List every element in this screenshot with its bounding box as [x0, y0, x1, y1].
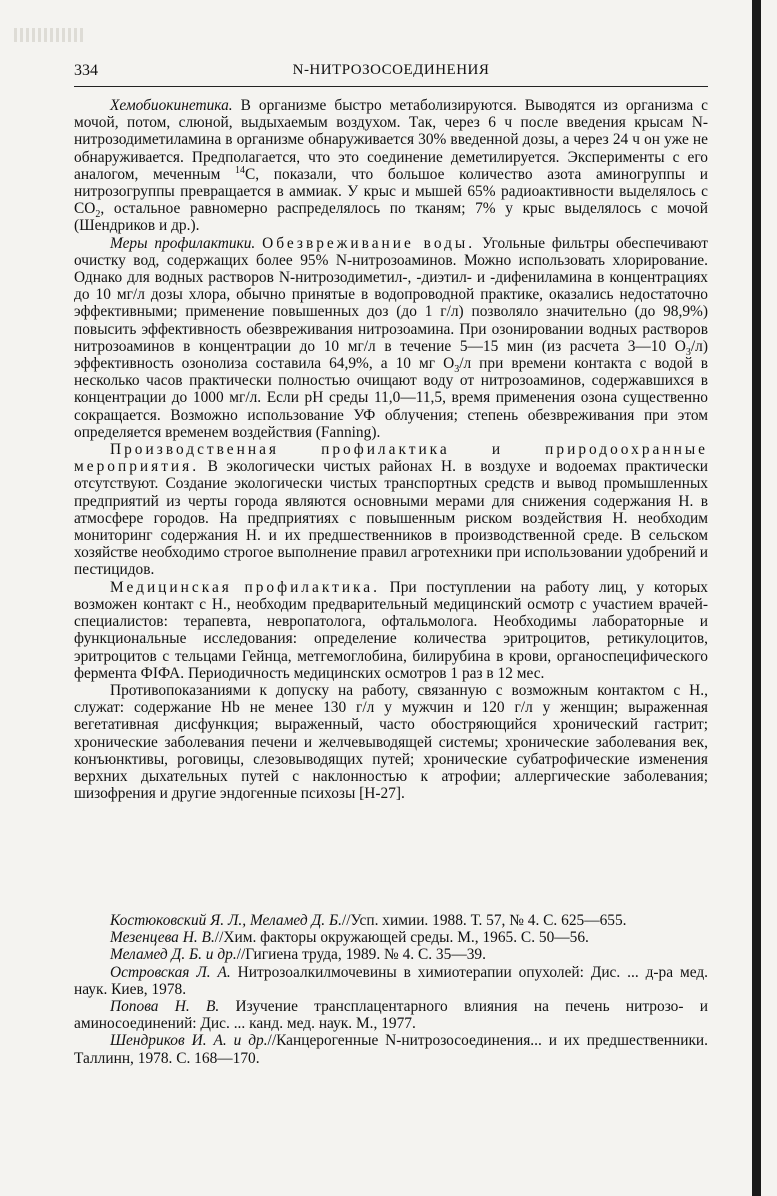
main-text: [74, 97, 708, 802]
reference-authors: Меламед Д. Б. и др.: [110, 946, 237, 964]
scan-artifact: [14, 28, 86, 42]
paragraph-chemobiokinetics: [74, 97, 708, 235]
text-run: Угольные фильтры обеспечивают очистку вод, содержащих более 95% N-нитрозоаминов. Можно использовать хлорирование. Однако для водных растворов N-нитрозодиметил-, -диэтил- и -дифениламина в концентрациях до 10 мг/л дозы хлора, обычно принятые в водопроводной практике, оказались недостаточно эффективными; применение повышенных доз (до 1 г/л) позволяло значительно (до 98,9%) повысить эффективность обезвреживания нитрозоамина. При озонировании водных растворов нитрозоаминов в концентрации до 10 мг/л в течение 5—15 мин (из расчета 3—10 О: [74, 234, 708, 355]
reference-authors: Костюковский Я. Л., Меламед Д. Б.: [110, 912, 342, 929]
paragraph-industrial: [74, 441, 708, 579]
subscript: 2: [95, 209, 101, 221]
paragraph-prevention: [74, 235, 708, 441]
reference-authors: Шендриков И. А. и др.: [110, 1032, 268, 1050]
reference-item: [74, 998, 708, 1032]
spaced-heading: Производственная профилактика и природоохранные мероприятия.: [74, 441, 708, 476]
text-run: В экологически чистых районах Н. в воздухе и водоемах практически отсутствуют. Создание экологически чистых транспортных средств и вывод промышленных предприятий из черты города являются основными мерами для снижения содержания Н. в атмосфере городов. На предприятиях с повышенным риском воздействия Н. необходим мониторинг содержания Н. и их предшественников в производственной среде. В сельском хозяйстве необходимо строгое выполнение правил агротехники при использовании удобрений и пестицидов.: [74, 458, 708, 579]
reference-authors: Попова Н. В.: [110, 998, 220, 1016]
subscript: 3: [685, 346, 691, 358]
running-header: [74, 60, 708, 87]
reference-authors: Мезенцева Н. В.: [110, 929, 215, 947]
reference-item: [74, 964, 708, 998]
reference-source: Нитрозоалкилмочевины в химиотерапии опухолей: Дис. ... д-ра мед. наук. Киев, 1978.: [74, 963, 709, 998]
reference-source: Изучение трансплацентарного влияния на печень нитрозо- и аминосоединений: Дис. ... канд. мед. наук. М., 1977.: [74, 998, 708, 1033]
text-run: /л) эффективность озонолиза составила 64,9%, а 10 мг О: [74, 337, 708, 373]
text-run: /л при времени контакта с водой в несколько часов практически полностью очищают воду от нитрозоаминов, содержавшихся в концентрации до 1000 мг/л. Если pH среды 11,0—11,5, время применения озона существенно сокращается. Возможно использование УФ облучения; степень обезвреживания при этом определяется временем воздействия (Fanning).: [74, 355, 708, 441]
text-run: Противопоказаниями к допуску на работу, связанную с возможным контактом с Н., служат: содержание Hb не менее 130 г/л у мужчин и 120 г/л у женщин; выраженная вегетативная дисфункция; выраженный, часто обостряющийся хронический гастрит; хронические заболевания печени и желчевыводящей системы; хронические заболевания век, конъюнктивы, роговицы, слезовыводящих путей; хронические субатрофические изменения верхних дыхательных путей с наклонностью к атрофии; аллергические заболевания; шизофрения и другие эндогенные психозы [Н-27].: [74, 681, 708, 803]
reference-source: //Усп. химии. 1988. Т. 57, № 4. С. 625—655.: [341, 912, 627, 929]
reference-item: [74, 946, 708, 963]
text-run: С, показали, что большое количество азота аминогруппы и нитрозогруппы превращается в аммиак. У крыс и мышей 65% радиоактивности выделялось с СО: [74, 165, 708, 218]
page-number: 334: [74, 62, 98, 79]
text-run: В организме быстро метаболизируются. Выводятся из организма с мочой, потом, слюной, выдыхаемым воздухом. Так, через 6 ч после введения крысам N-нитрозодиметиламина в организме обнаруживается 30% введенной дозы, а через 24 ч он уже не обнаруживается. Предполагается, что это соединение деметилируется. Эксперименты с его аналогом, меченным: [74, 97, 708, 183]
running-title: N-НИТРОЗОСОЕДИНЕНИЯ: [292, 62, 490, 78]
reference-authors: Островская Л. А.: [110, 963, 231, 981]
spaced-heading: Обезвреживание воды.: [262, 234, 476, 252]
text-run: При поступлении на работу лиц, у которых возможен контакт с Н., необходим предварительный медицинский осмотр с участием врачей-специалистов: терапевта, невропатолога, офтальмолога. Необходимы лабораторные и функциональные исследования: определение количества эритроцитов, ретикулоцитов, эритроцитов с тельцами Гейнца, метгемоглобина, билирубина в крови, органоспецифического фермента ФІФА. Периодичность медицинских осмотров 1 раз в 12 мес.: [74, 578, 708, 682]
superscript: 14: [234, 164, 245, 176]
references: [74, 912, 708, 1067]
text-run: , остальное равномерно распределялось по тканям; 7% у крыс выделялось с мочой (Шендриков и др.).: [74, 200, 708, 235]
reference-item: [74, 1032, 708, 1066]
reference-source: //Хим. факторы окружающей среды. М., 1965. С. 50—56.: [214, 929, 589, 947]
section-lead: Меры профилактики.: [110, 234, 256, 252]
page-edge-shadow: [752, 0, 761, 1196]
subscript: 3: [454, 364, 460, 376]
paragraph-contraindications: [74, 682, 708, 802]
reference-item: [74, 912, 708, 929]
section-lead: Хемобиокинетика.: [110, 97, 233, 114]
spaced-heading: Медицинская профилактика.: [110, 578, 380, 596]
reference-source: //Гигиена труда, 1989. № 4. С. 35—39.: [236, 946, 486, 964]
reference-item: [74, 929, 708, 946]
reference-source: //Канцерогенные N-нитрозосоединения... и их предшественники. Таллинн, 1978. С. 168—170.: [74, 1032, 709, 1067]
paragraph-medical: [74, 579, 708, 682]
